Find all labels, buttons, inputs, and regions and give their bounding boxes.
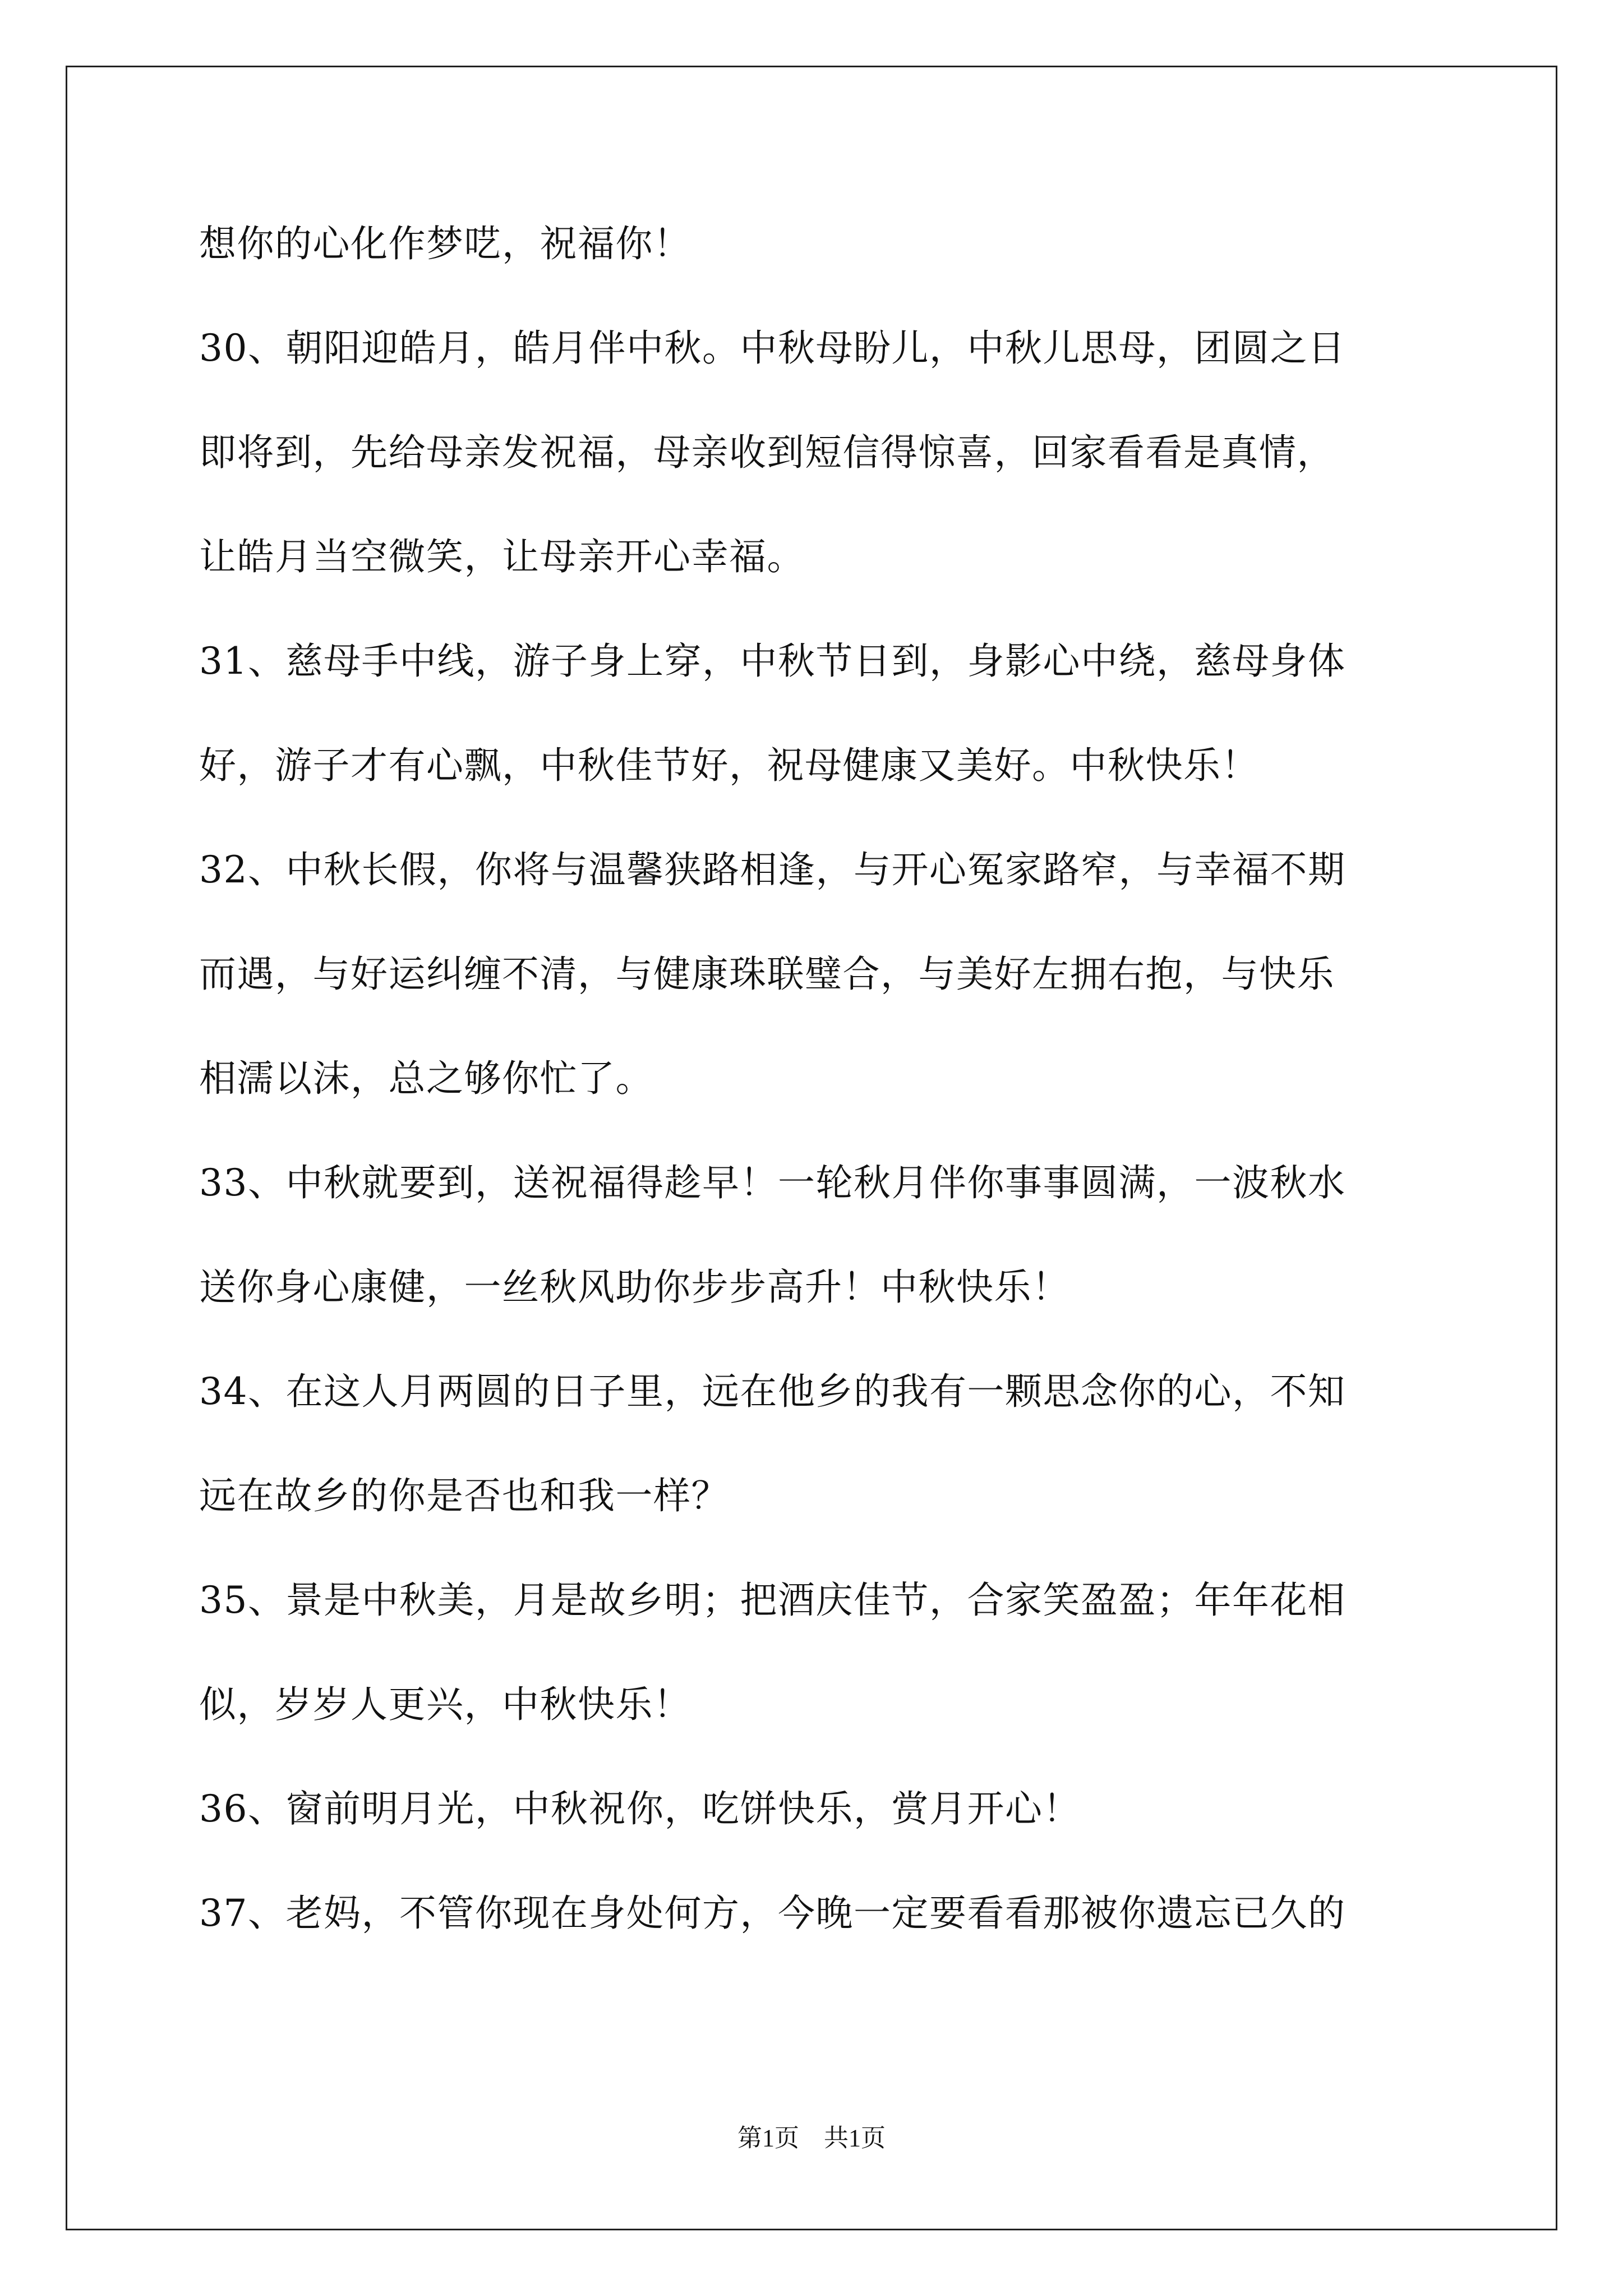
text-line: 即将到，先给母亲发祝福，母亲收到短信得惊喜，回家看看是真情， bbox=[199, 431, 1335, 474]
text-line: 32、中秋长假，你将与温馨狭路相逢，与开心冤家路窄，与幸福不期 bbox=[199, 848, 1346, 891]
text-line: 而遇，与好运纠缠不清，与健康珠联璧合，与美好左拥右抱，与快乐 bbox=[199, 953, 1335, 996]
text-line: 想你的心化作梦呓，祝福你！ bbox=[199, 222, 691, 265]
text-line: 37、老妈，不管你现在身处何方，今晚一定要看看那被你遗忘已久的 bbox=[199, 1892, 1346, 1935]
text-line: 好，游子才有心飘，中秋佳节好，祝母健康又美好。中秋快乐！ bbox=[199, 744, 1259, 787]
text-line: 35、景是中秋美，月是故乡明；把酒庆佳节，合家笑盈盈；年年花相 bbox=[199, 1579, 1346, 1622]
text-line: 送你身心康健，一丝秋风助你步步高升！中秋快乐！ bbox=[199, 1266, 1070, 1309]
text-line: 31、慈母手中线，游子身上穿，中秋节日到，身影心中绕，慈母身体 bbox=[199, 639, 1346, 683]
text-line: 相濡以沫，总之够你忙了。 bbox=[199, 1057, 653, 1100]
text-line: 远在故乡的你是否也和我一样？ bbox=[199, 1474, 729, 1517]
text-line: 似，岁岁人更兴，中秋快乐！ bbox=[199, 1683, 691, 1726]
page-footer: 第1页 共1页 bbox=[737, 2124, 886, 2152]
text-line: 让皓月当空微笑，让母亲开心幸福。 bbox=[199, 535, 805, 578]
text-line: 36、窗前明月光，中秋祝你，吃饼快乐，赏月开心！ bbox=[199, 1787, 1081, 1830]
text-line: 34、在这人月两圆的日子里，远在他乡的我有一颗思念你的心，不知 bbox=[199, 1370, 1346, 1413]
text-line: 30、朝阳迎皓月，皓月伴中秋。中秋母盼儿，中秋儿思母，团圆之日 bbox=[199, 326, 1346, 370]
text-line: 33、中秋就要到，送祝福得趁早！一轮秋月伴你事事圆满，一波秋水 bbox=[199, 1161, 1346, 1204]
